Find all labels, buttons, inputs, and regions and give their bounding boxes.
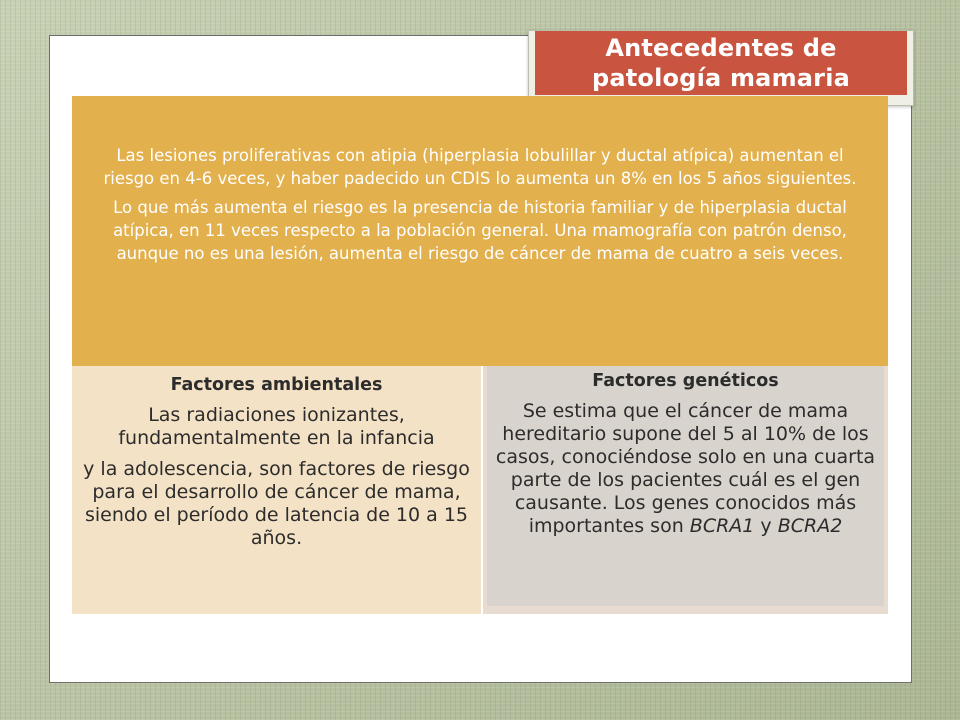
geneticos-heading: Factores genéticos bbox=[592, 371, 779, 391]
ambientales-paragraph-1: Las radiaciones ionizantes, fundamentalmente en la infancia bbox=[118, 404, 435, 449]
geneticos-text: Se estima que el cáncer de mama hereditario supone del 5 al 10% de los casos, conociéndose solo en una cuarta parte de los pacientes cuál es el gen causante. Los genes conocidos más importantes son bbox=[495, 400, 876, 537]
slide-title bbox=[535, 31, 907, 95]
title-line-1: Antecedentes de bbox=[605, 34, 837, 62]
title-frame bbox=[528, 30, 914, 106]
lesiones-paragraph-1: Las lesiones proliferativas con atipia (hiperplasia lobulillar y ductal atípica) aumentan el riesgo en 4-6 veces, y haber padecido un CDIS lo aumenta un 8% en los 5 años siguientes. bbox=[103, 146, 857, 188]
content-table bbox=[72, 96, 888, 614]
geneticos-inner bbox=[487, 366, 884, 606]
geneticos-cell bbox=[481, 366, 888, 614]
lesiones-cell bbox=[72, 96, 888, 366]
ambientales-paragraph-2: y la adolescencia, son factores de riesgo para el desarrollo de cáncer de mama, siendo el período de latencia de 10 a 15 años. bbox=[83, 458, 470, 549]
gene-bcra1: BCRA1 bbox=[689, 515, 755, 537]
title-line-2: patología mamaria bbox=[591, 64, 851, 92]
gene-connector: y bbox=[754, 515, 778, 537]
geneticos-paragraph bbox=[493, 400, 878, 538]
gene-bcra2: BCRA2 bbox=[777, 515, 843, 537]
ambientales-cell bbox=[72, 366, 481, 614]
ambientales-heading: Factores ambientales bbox=[170, 375, 383, 395]
lesiones-paragraph-2: Lo que más aumenta el riesgo es la presencia de historia familiar y de hiperplasia ductal atípica, en 11 veces respecto a la población general. Una mamografía con patrón denso, aunque no es una lesión, aumenta el riesgo de cáncer de mama de cuatro a seis veces. bbox=[113, 198, 847, 263]
